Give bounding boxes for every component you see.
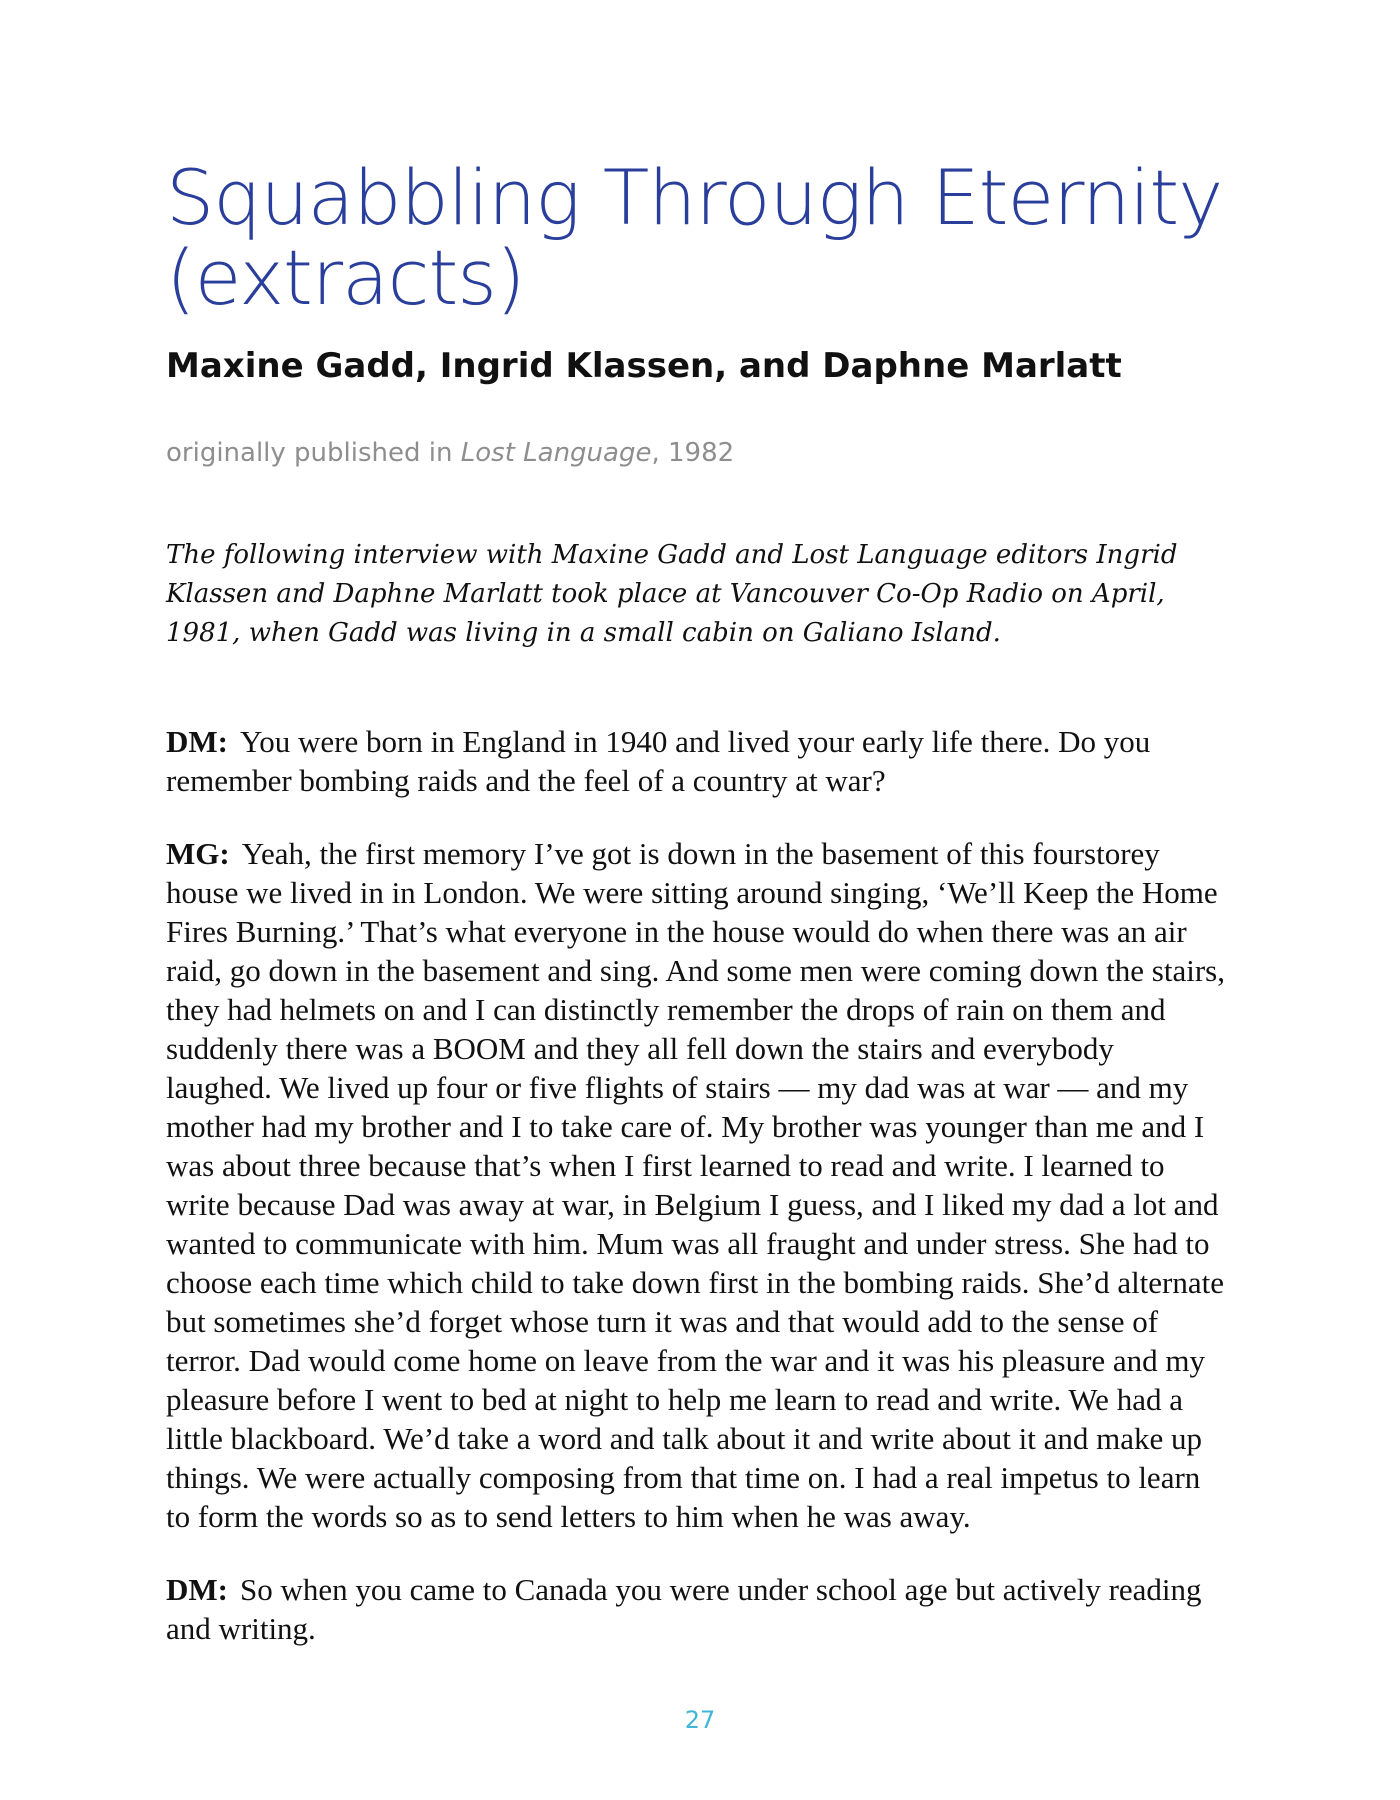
speaker-label: DM: bbox=[166, 724, 228, 759]
publication-year: , 1982 bbox=[651, 438, 735, 468]
publication-source: Lost Language bbox=[460, 438, 652, 468]
page-number: 27 bbox=[684, 1706, 716, 1734]
interview-exchange bbox=[166, 722, 1226, 800]
article-authors: Maxine Gadd, Ingrid Klassen, and Daphne Marlatt bbox=[166, 346, 1122, 386]
intro-paragraph: The following interview with Maxine Gadd and Lost Language editors Ingrid Klassen and Daphne Marlatt took place at Vancouver Co-Op Radio on April, 1981, when Gadd was living in a small cabin on Galiano Island. bbox=[166, 540, 1178, 648]
interview-exchange bbox=[166, 834, 1226, 1536]
publication-prefix: originally published in bbox=[166, 438, 461, 468]
interview-exchange bbox=[166, 1570, 1226, 1648]
speaker-label: DM: bbox=[166, 1572, 228, 1607]
exchange-text: You were born in England in 1940 and lived your early life there. Do you remember bombing raids and the feel of a country at war? bbox=[166, 724, 1151, 798]
interview-body bbox=[166, 722, 1226, 1682]
exchange-text: So when you came to Canada you were under school age but actively reading and writing. bbox=[166, 1572, 1202, 1646]
article-title: Squabbling Through Eternity (extracts) bbox=[166, 153, 1223, 322]
speaker-label: MG: bbox=[166, 836, 230, 871]
publication-line bbox=[166, 438, 734, 468]
exchange-text: Yeah, the first memory I’ve got is down in the basement of this fourstorey house we lived in in London. We were sitting around singing, ‘We’ll Keep the Home Fires Burning.’ That’s what everyone in the house would do when there was an air raid, go down in the basement and sing. And some men were coming down the stairs, they had helmets on and I can distinctly remember the drops of rain on them and suddenly there was a BOOM and they all fell down the stairs and everybody laughed. We lived up four or five flights of stairs — my dad was at war — and my mother had my brother and I to take care of. My brother was younger than me and I was about three because that’s when I first learned to read and write. I learned to write because Dad was away at war, in Belgium I guess, and I liked my dad a lot and wanted to communicate with him. Mum was all fraught and under stress. She had to choose each time which child to take down first in the bombing raids. She’d alternate but sometimes she’d forget whose turn it was and that would add to the sense of terror. Dad would come home on leave from the war and it was his pleasure and my pleasure before I went to bed at night to help me learn to read and write. We had a little blackboard. We’d take a word and talk about it and write about it and make up things. We were actually composing from that time on. I had a real impetus to learn to form the words so as to send letters to him when he was away. bbox=[166, 836, 1225, 1534]
